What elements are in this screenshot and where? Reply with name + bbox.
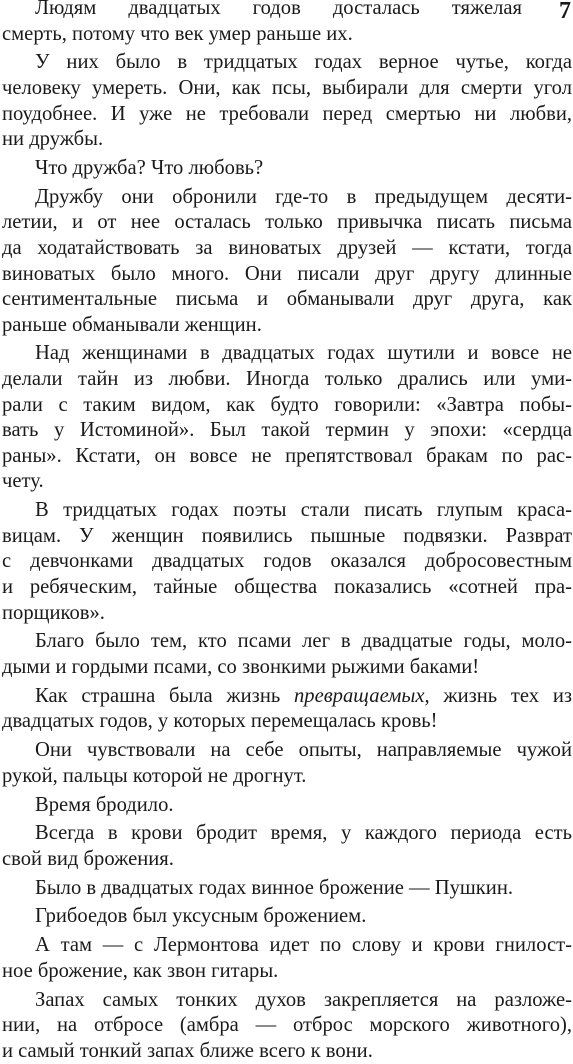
text-line: ни дружбы.: [2, 128, 104, 151]
text-line: сентиментальные письма и обманывали друг друга, как: [2, 288, 572, 311]
text-line: порщиков».: [2, 601, 105, 624]
text-line: нии, на отбросе (амбра — отброс морского животного),: [2, 1014, 572, 1037]
text-line: Людям двадцатых годов досталась тяжелая: [35, 0, 522, 19]
text-line: рукой, пальцы которой не дрогнут.: [2, 764, 307, 787]
text-line: А там — с Лермонтова идет по слову и крови гнилост-: [35, 934, 572, 957]
text-line: вать у Истоминой». Был такой термин у эпохи: «сердца: [2, 419, 572, 442]
text-line: вицам. У женщин появились пышные подвязки. Разврат: [2, 524, 572, 547]
text-line: двадцатых годов, у которых перемещалась кровь!: [2, 710, 438, 733]
text-line: Благо было тем, кто псами лег в двадцатые годы, моло-: [35, 630, 572, 653]
text-line: Запах самых тонких духов закрепляется на разложе-: [35, 988, 572, 1011]
text-line: человеку умереть. Они, как псы, выбирали для смерти угол: [2, 76, 572, 99]
text-line: У них было в тридцатых годах верное чутье, когда: [35, 51, 572, 74]
text-line: поудобнее. И уже не требовали перед смертью ни любви,: [2, 102, 572, 125]
text-line: с девчонками двадцатых годов оказался добросовестным: [2, 550, 572, 573]
text-line: Они чувствовали на себе опыты, направляемые чужой: [35, 739, 572, 762]
text-line: свой вид брожения.: [2, 847, 174, 870]
text-line: Грибоедов был уксусным брожением.: [35, 905, 367, 928]
text-line: летии, и от нее осталась только привычка писать письма: [2, 211, 572, 234]
text-line: Дружбу они обронили где-то в предыдущем десяти-: [35, 185, 572, 208]
text-line: Над женщинами в двадцатых годах шутили и вовсе не: [35, 342, 572, 365]
text-line: чету.: [2, 470, 44, 493]
text-line: смерть, потому что век умер раньше их.: [2, 22, 353, 45]
text-line: раны». Кстати, он вовсе не препятствовал бракам по рас-: [2, 444, 572, 467]
text-line: делали тайн из любви. Иногда только дрались или уми-: [2, 368, 572, 391]
text-line: и самый тонкий запах ближе всего к вони.: [2, 1039, 373, 1062]
italic-text-segment: превращаемых: [293, 684, 425, 707]
text-line: В тридцатых годах поэты стали писать глупым краса-: [35, 499, 572, 522]
text-segment: , жизнь тех из: [424, 684, 572, 707]
text-line: Было в двадцатых годах винное брожение — Пушкин.: [35, 876, 513, 899]
body-text: [2, 0, 572, 1064]
text-line: да ходатайствовать за виноватых друзей — кстати, тогда: [2, 236, 572, 259]
text-line: виноватых было много. Они писали друг другу длинные: [2, 262, 572, 285]
text-line: Всегда в крови бродит время, у каждого периода есть: [35, 822, 572, 845]
page-number: 7: [559, 0, 571, 24]
text-segment: Как страшна была жизнь: [35, 684, 294, 707]
text-line: ное брожение, как звон гитары.: [2, 959, 279, 982]
text-line: Что дружба? Что любовь?: [35, 156, 264, 179]
text-line: рали с таким видом, как будто говорили: «Завтра побы-: [2, 393, 572, 416]
text-line: дыми и гордыми псами, со звонкими рыжими баками!: [2, 655, 480, 678]
text-line: раньше обманывали женщин.: [2, 313, 262, 336]
text-line: [2, 684, 572, 710]
text-line: Время бродило.: [35, 793, 174, 816]
text-line: и ребяческим, тайные общества показались «сотней пра-: [2, 576, 572, 598]
